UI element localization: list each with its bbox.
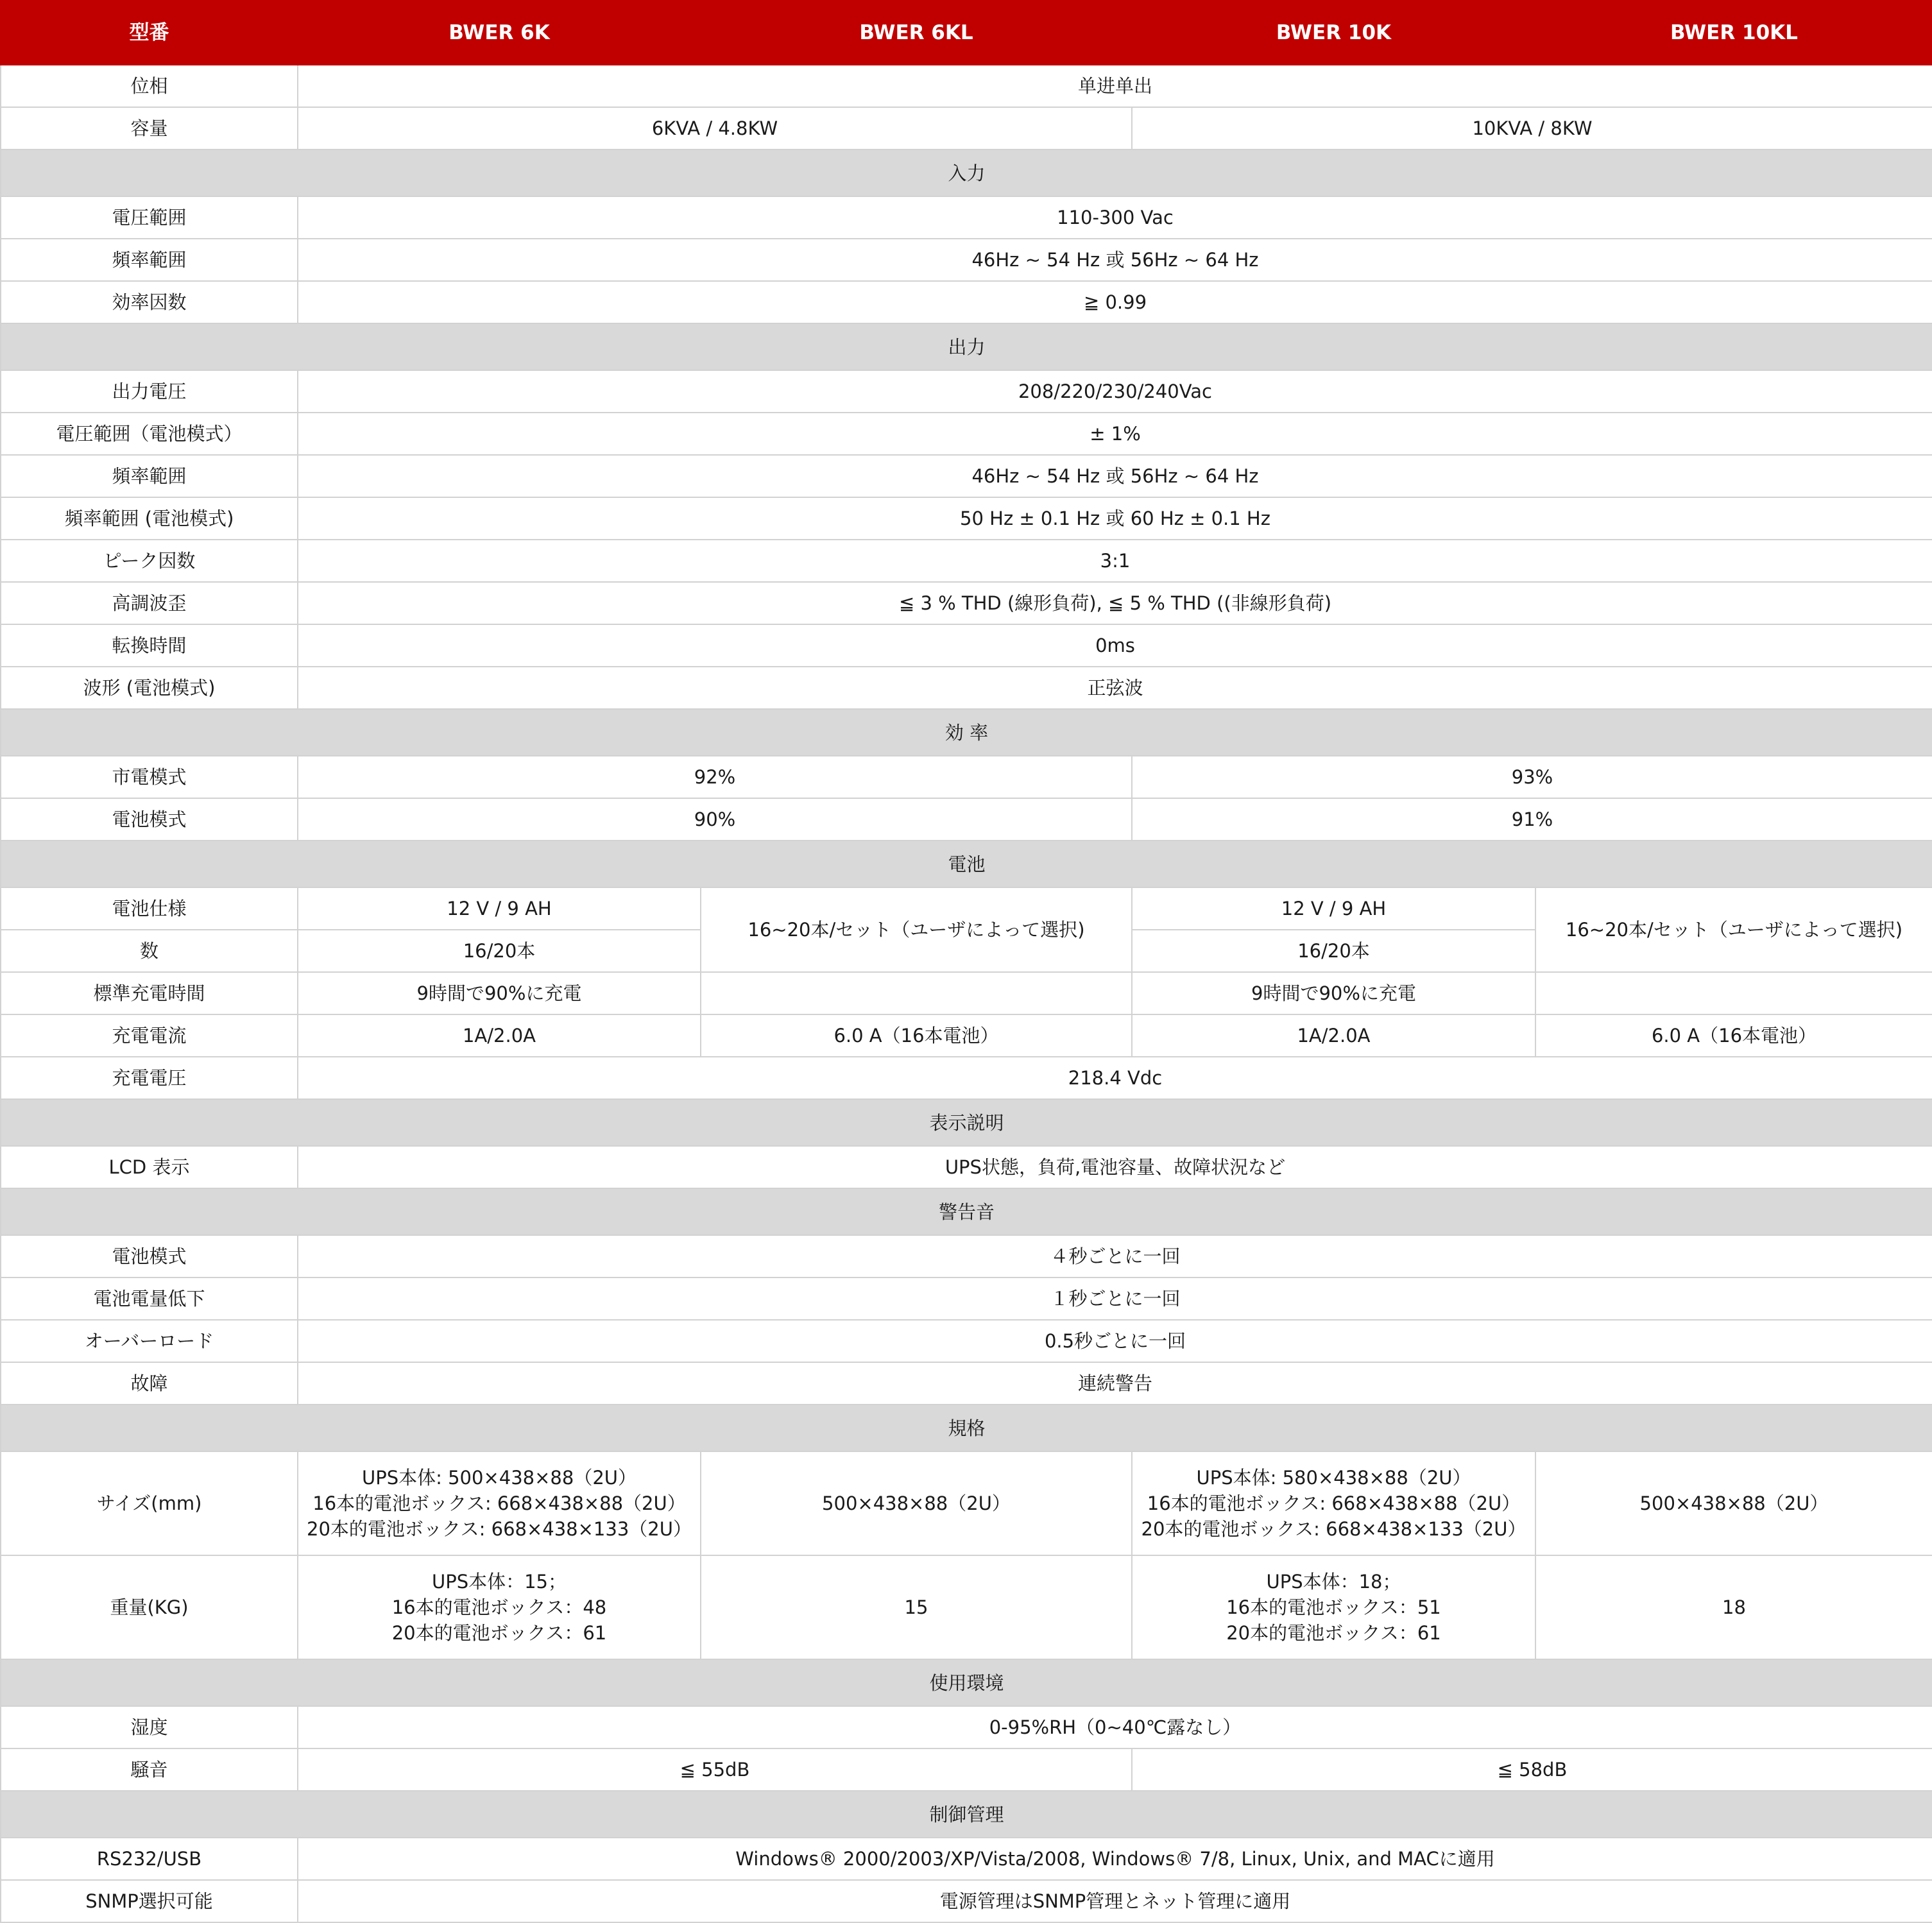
row-label: オーバーロード <box>1 1320 298 1362</box>
header-model-bwer-10kl: BWER 10KL <box>1535 1 1932 65</box>
section-title: 規格 <box>1 1405 1932 1451</box>
row-label: 標準充電時間 <box>1 972 298 1014</box>
text-line: 16本的電池ボックス: 668×438×88（2U） <box>312 1492 686 1514</box>
row-label: 故障 <box>1 1362 298 1405</box>
section-header <box>1 150 1932 196</box>
row-value: 15 <box>701 1555 1132 1659</box>
row-value-empty <box>1535 972 1932 1014</box>
row-value: 93% <box>1132 756 1932 798</box>
row-value: 110-300 Vac <box>298 196 1932 239</box>
row-label: 電圧範囲（電池模式） <box>1 413 298 455</box>
row-label: 位相 <box>1 65 298 107</box>
text-line: 16本的電池ボックス：48 <box>391 1596 607 1618</box>
table-row <box>1 1320 1932 1362</box>
row-value: 0-95%RH（0~40℃露なし） <box>298 1706 1932 1748</box>
row-label: 重量(KG) <box>1 1555 298 1659</box>
table-row <box>1 1748 1932 1791</box>
section-title: 効 率 <box>1 709 1932 756</box>
row-value: 18 <box>1535 1555 1932 1659</box>
table-row <box>1 370 1932 413</box>
table-row <box>1 1555 1932 1659</box>
section-header <box>1 1188 1932 1235</box>
header-row <box>1 1 1932 65</box>
table-row <box>1 1057 1932 1099</box>
row-value: 10KVA / 8KW <box>1132 107 1932 150</box>
table-row <box>1 1362 1932 1405</box>
row-label: サイズ(mm) <box>1 1451 298 1555</box>
row-label: 充電電流 <box>1 1014 298 1057</box>
row-value: ４秒ごとに一回 <box>298 1235 1932 1278</box>
row-label: ピーク因数 <box>1 540 298 582</box>
row-label: 頻率範囲 (電池模式) <box>1 497 298 540</box>
row-value: 連続警告 <box>298 1362 1932 1405</box>
row-value: 50 Hz ± 0.1 Hz 或 60 Hz ± 0.1 Hz <box>298 497 1932 540</box>
row-label: 容量 <box>1 107 298 150</box>
row-label: 頻率範囲 <box>1 455 298 497</box>
section-header <box>1 1405 1932 1451</box>
table-row <box>1 1451 1932 1555</box>
header-label: 型番 <box>1 1 298 65</box>
row-label: 電圧範囲 <box>1 196 298 239</box>
row-label: 数 <box>1 930 298 972</box>
section-title: 使用環境 <box>1 1659 1932 1706</box>
row-value-multiline <box>298 1555 701 1659</box>
row-value: Windows® 2000/2003/XP/Vista/2008, Windows® 7/8, Linux, Unix, and MACに適用 <box>298 1838 1932 1880</box>
section-header <box>1 1659 1932 1706</box>
row-value: 正弦波 <box>298 667 1932 709</box>
text-line: 20本的電池ボックス：61 <box>1226 1622 1441 1644</box>
table-row <box>1 667 1932 709</box>
row-value: 3:1 <box>298 540 1932 582</box>
table-row <box>1 455 1932 497</box>
table-row <box>1 1146 1932 1188</box>
section-title: 制御管理 <box>1 1791 1932 1838</box>
row-value: 6.0 A（16本電池） <box>1535 1014 1932 1057</box>
table-row <box>1 281 1932 323</box>
row-value: 16/20本 <box>1132 930 1535 972</box>
row-label: 充電電圧 <box>1 1057 298 1099</box>
row-value: 6.0 A（16本電池） <box>701 1014 1132 1057</box>
text-line: UPS本体: 580×438×88（2U） <box>1196 1467 1471 1489</box>
row-value: ≦ 58dB <box>1132 1748 1932 1791</box>
table-row <box>1 1235 1932 1278</box>
table-row <box>1 413 1932 455</box>
table-row <box>1 1278 1932 1320</box>
row-value: 218.4 Vdc <box>298 1057 1932 1099</box>
row-label: 効率因数 <box>1 281 298 323</box>
row-value: 单进单出 <box>298 65 1932 107</box>
row-value: 1A/2.0A <box>1132 1014 1535 1057</box>
row-value: ≧ 0.99 <box>298 281 1932 323</box>
row-value: 16~20本/セット（ユーザによって選択) <box>1535 887 1932 972</box>
section-title: 表示説明 <box>1 1099 1932 1146</box>
row-value: UPS状態，負荷,電池容量、故障状況など <box>298 1146 1932 1188</box>
text-line: 20本的電池ボックス: 668×438×133（2U） <box>307 1518 692 1540</box>
row-value: ≦ 3 % THD (線形負荷), ≦ 5 % THD ((非線形負荷) <box>298 582 1932 624</box>
row-value: 12 V / 9 AH <box>298 887 701 930</box>
row-label: 湿度 <box>1 1706 298 1748</box>
row-value: 90% <box>298 798 1132 841</box>
text-line: 20本的電池ボックス: 668×438×133（2U） <box>1141 1518 1526 1540</box>
section-title: 警告音 <box>1 1188 1932 1235</box>
table-row <box>1 65 1932 107</box>
row-value: 9時間で90%に充電 <box>1132 972 1535 1014</box>
row-value: 0ms <box>298 624 1932 667</box>
row-value-empty <box>701 972 1132 1014</box>
row-value: 92% <box>298 756 1132 798</box>
row-value: ≦ 55dB <box>298 1748 1132 1791</box>
table-row <box>1 196 1932 239</box>
table-row <box>1 1706 1932 1748</box>
text-line: UPS本体：18； <box>1266 1571 1401 1593</box>
section-title: 入力 <box>1 150 1932 196</box>
section-header <box>1 709 1932 756</box>
section-title: 出力 <box>1 323 1932 370</box>
row-label: 騒音 <box>1 1748 298 1791</box>
row-value: 16/20本 <box>298 930 701 972</box>
row-label: 高調波歪 <box>1 582 298 624</box>
row-label: 電池仕様 <box>1 887 298 930</box>
row-value: ± 1% <box>298 413 1932 455</box>
table-row <box>1 972 1932 1014</box>
row-label: 電池電量低下 <box>1 1278 298 1320</box>
table-row <box>1 1880 1932 1922</box>
row-value: 500×438×88（2U） <box>1535 1451 1932 1555</box>
row-value: 46Hz ~ 54 Hz 或 56Hz ~ 64 Hz <box>298 455 1932 497</box>
row-value: 電源管理はSNMP管理とネット管理に適用 <box>298 1880 1932 1922</box>
table-row <box>1 540 1932 582</box>
row-label: 転換時間 <box>1 624 298 667</box>
row-value-multiline <box>1132 1451 1535 1555</box>
row-value: 46Hz ~ 54 Hz 或 56Hz ~ 64 Hz <box>298 239 1932 281</box>
text-line: 16本的電池ボックス：51 <box>1226 1596 1441 1618</box>
section-title: 電池 <box>1 841 1932 887</box>
row-value: 12 V / 9 AH <box>1132 887 1535 930</box>
row-value-multiline <box>298 1451 701 1555</box>
row-label: 波形 (電池模式) <box>1 667 298 709</box>
row-value: 1A/2.0A <box>298 1014 701 1057</box>
text-line: UPS本体：15； <box>431 1571 567 1593</box>
table-row <box>1 756 1932 798</box>
table-row <box>1 239 1932 281</box>
header-model-bwer-10k: BWER 10K <box>1132 1 1535 65</box>
row-value: 16~20本/セット（ユーザによって選択) <box>701 887 1132 972</box>
section-header <box>1 1099 1932 1146</box>
section-header <box>1 323 1932 370</box>
table-row <box>1 798 1932 841</box>
text-line: UPS本体: 500×438×88（2U） <box>362 1467 637 1489</box>
row-label: 市電模式 <box>1 756 298 798</box>
row-label: 頻率範囲 <box>1 239 298 281</box>
row-value: 500×438×88（2U） <box>701 1451 1132 1555</box>
table-row <box>1 107 1932 150</box>
row-value: 91% <box>1132 798 1932 841</box>
row-label: SNMP選択可能 <box>1 1880 298 1922</box>
text-line: 16本的電池ボックス: 668×438×88（2U） <box>1147 1492 1521 1514</box>
row-value: 208/220/230/240Vac <box>298 370 1932 413</box>
header-model-bwer-6kl: BWER 6KL <box>701 1 1132 65</box>
table-row <box>1 582 1932 624</box>
row-value: １秒ごとに一回 <box>298 1278 1932 1320</box>
row-value-multiline <box>1132 1555 1535 1659</box>
row-value: 0.5秒ごとに一回 <box>298 1320 1932 1362</box>
row-label: 電池模式 <box>1 798 298 841</box>
row-label: LCD 表示 <box>1 1146 298 1188</box>
row-label: 出力電圧 <box>1 370 298 413</box>
table-row <box>1 1838 1932 1880</box>
section-header <box>1 1791 1932 1838</box>
table-row <box>1 497 1932 540</box>
table-row <box>1 887 1932 930</box>
row-label: 電池模式 <box>1 1235 298 1278</box>
row-value: 6KVA / 4.8KW <box>298 107 1132 150</box>
header-model-bwer-6k: BWER 6K <box>298 1 701 65</box>
row-label: RS232/USB <box>1 1838 298 1880</box>
table-row <box>1 1014 1932 1057</box>
section-header <box>1 841 1932 887</box>
text-line: 20本的電池ボックス：61 <box>391 1622 607 1644</box>
table-row <box>1 624 1932 667</box>
row-value: 9時間で90%に充電 <box>298 972 701 1014</box>
